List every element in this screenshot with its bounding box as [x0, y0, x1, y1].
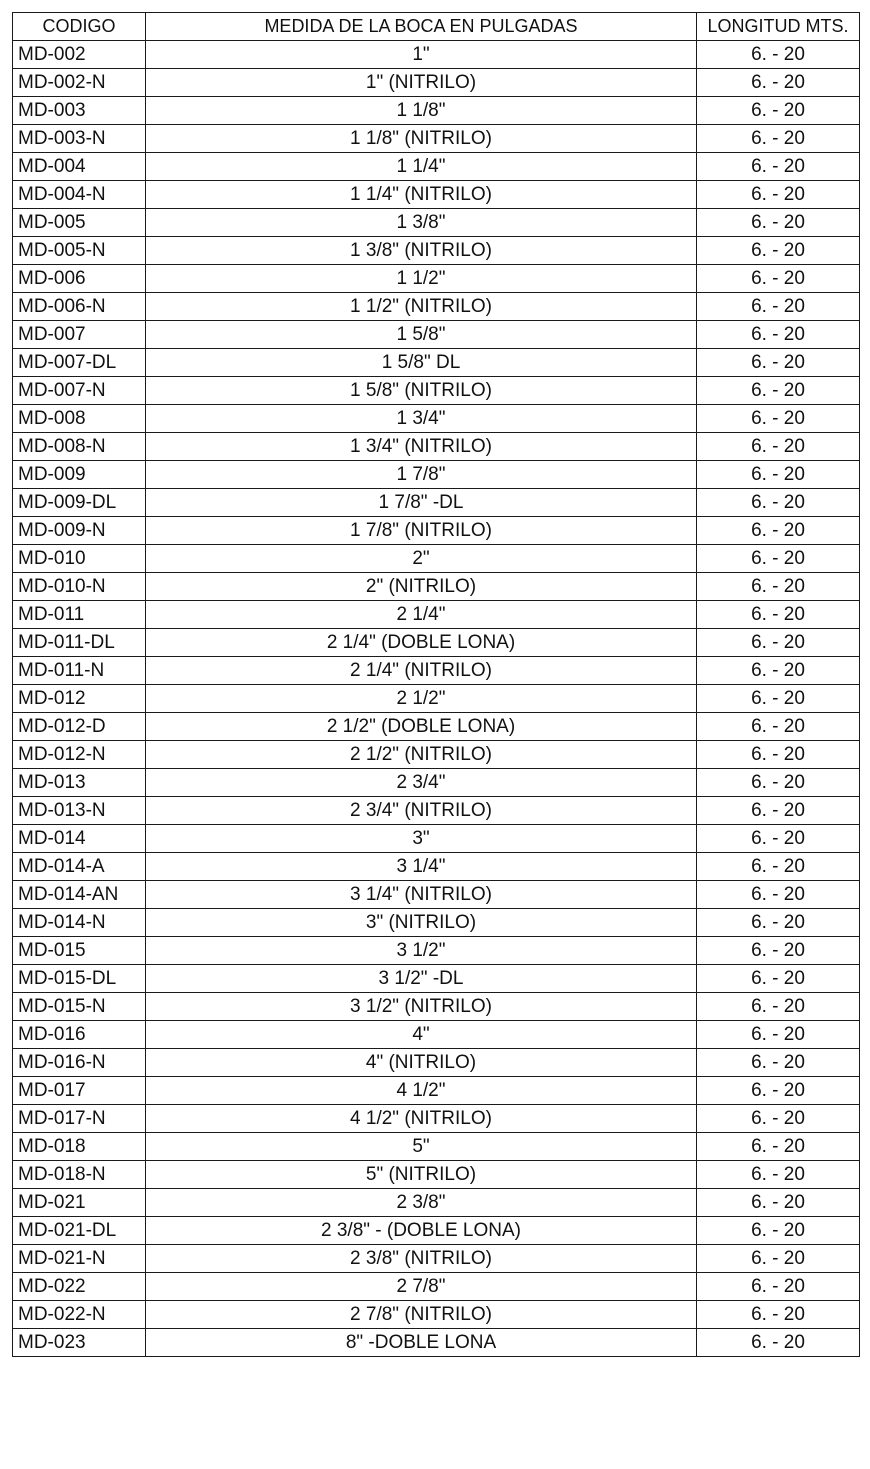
table-row: [13, 993, 860, 1021]
table-row: [13, 405, 860, 433]
cell-medida: 2 7/8": [146, 1273, 697, 1301]
cell-codigo: MD-014-AN: [13, 881, 146, 909]
cell-medida: 1 1/8": [146, 97, 697, 125]
cell-longitud: 6. - 20: [697, 993, 860, 1021]
cell-longitud: 6. - 20: [697, 601, 860, 629]
cell-medida: 2 1/4" (DOBLE LONA): [146, 629, 697, 657]
cell-longitud: 6. - 20: [697, 1105, 860, 1133]
cell-longitud: 6. - 20: [697, 349, 860, 377]
table-row: [13, 461, 860, 489]
cell-medida: 2 1/2" (NITRILO): [146, 741, 697, 769]
cell-longitud: 6. - 20: [697, 433, 860, 461]
cell-longitud: 6. - 20: [697, 517, 860, 545]
cell-codigo: MD-011: [13, 601, 146, 629]
table-row: [13, 629, 860, 657]
cell-codigo: MD-008: [13, 405, 146, 433]
cell-codigo: MD-010-N: [13, 573, 146, 601]
table-row: [13, 517, 860, 545]
table-header: [13, 13, 860, 41]
cell-codigo: MD-009-DL: [13, 489, 146, 517]
cell-medida: 2 7/8" (NITRILO): [146, 1301, 697, 1329]
header-codigo: CODIGO: [13, 13, 146, 41]
table-row: [13, 377, 860, 405]
table-row: [13, 965, 860, 993]
cell-longitud: 6. - 20: [697, 153, 860, 181]
cell-longitud: 6. - 20: [697, 1161, 860, 1189]
cell-longitud: 6. - 20: [697, 713, 860, 741]
cell-longitud: 6. - 20: [697, 209, 860, 237]
cell-codigo: MD-015-N: [13, 993, 146, 1021]
cell-codigo: MD-011-DL: [13, 629, 146, 657]
cell-longitud: 6. - 20: [697, 965, 860, 993]
cell-codigo: MD-018: [13, 1133, 146, 1161]
cell-codigo: MD-009-N: [13, 517, 146, 545]
table-row: [13, 545, 860, 573]
table-row: [13, 825, 860, 853]
table-row: [13, 41, 860, 69]
cell-codigo: MD-005-N: [13, 237, 146, 265]
cell-medida: 1 3/8": [146, 209, 697, 237]
cell-medida: 1 5/8" (NITRILO): [146, 377, 697, 405]
cell-codigo: MD-014-N: [13, 909, 146, 937]
cell-medida: 2": [146, 545, 697, 573]
cell-codigo: MD-022: [13, 1273, 146, 1301]
cell-longitud: 6. - 20: [697, 405, 860, 433]
table-row: [13, 1273, 860, 1301]
cell-codigo: MD-013: [13, 769, 146, 797]
cell-codigo: MD-023: [13, 1329, 146, 1357]
cell-medida: 4" (NITRILO): [146, 1049, 697, 1077]
cell-medida: 3 1/2" -DL: [146, 965, 697, 993]
cell-codigo: MD-007: [13, 321, 146, 349]
cell-medida: 1 3/4": [146, 405, 697, 433]
cell-codigo: MD-018-N: [13, 1161, 146, 1189]
table-row: [13, 433, 860, 461]
table-row: [13, 1133, 860, 1161]
cell-codigo: MD-007-N: [13, 377, 146, 405]
cell-longitud: 6. - 20: [697, 685, 860, 713]
cell-medida: 1 1/2" (NITRILO): [146, 293, 697, 321]
cell-longitud: 6. - 20: [697, 825, 860, 853]
cell-longitud: 6. - 20: [697, 1217, 860, 1245]
cell-medida: 1 7/8": [146, 461, 697, 489]
cell-medida: 4 1/2" (NITRILO): [146, 1105, 697, 1133]
table-row: [13, 657, 860, 685]
cell-longitud: 6. - 20: [697, 321, 860, 349]
cell-longitud: 6. - 20: [697, 1021, 860, 1049]
cell-medida: 1 7/8" (NITRILO): [146, 517, 697, 545]
cell-longitud: 6. - 20: [697, 909, 860, 937]
product-table: [12, 12, 860, 1357]
cell-codigo: MD-012-N: [13, 741, 146, 769]
table-row: [13, 741, 860, 769]
cell-codigo: MD-021-DL: [13, 1217, 146, 1245]
cell-medida: 3" (NITRILO): [146, 909, 697, 937]
cell-medida: 1": [146, 41, 697, 69]
cell-medida: 3 1/4": [146, 853, 697, 881]
cell-longitud: 6. - 20: [697, 881, 860, 909]
cell-longitud: 6. - 20: [697, 69, 860, 97]
cell-codigo: MD-006: [13, 265, 146, 293]
cell-codigo: MD-016: [13, 1021, 146, 1049]
cell-longitud: 6. - 20: [697, 573, 860, 601]
cell-longitud: 6. - 20: [697, 1329, 860, 1357]
table-row: [13, 797, 860, 825]
cell-longitud: 6. - 20: [697, 377, 860, 405]
cell-medida: 1 7/8" -DL: [146, 489, 697, 517]
cell-medida: 1" (NITRILO): [146, 69, 697, 97]
table-row: [13, 909, 860, 937]
cell-medida: 3 1/4" (NITRILO): [146, 881, 697, 909]
cell-longitud: 6. - 20: [697, 41, 860, 69]
table-row: [13, 1021, 860, 1049]
cell-codigo: MD-012-D: [13, 713, 146, 741]
cell-codigo: MD-002: [13, 41, 146, 69]
table-row: [13, 601, 860, 629]
table-row: [13, 881, 860, 909]
cell-medida: 4 1/2": [146, 1077, 697, 1105]
table-row: [13, 69, 860, 97]
cell-codigo: MD-004-N: [13, 181, 146, 209]
table-row: [13, 321, 860, 349]
header-row: [13, 13, 860, 41]
table-row: [13, 1189, 860, 1217]
table-row: [13, 769, 860, 797]
cell-medida: 5" (NITRILO): [146, 1161, 697, 1189]
table-row: [13, 1245, 860, 1273]
cell-medida: 1 1/4": [146, 153, 697, 181]
table-row: [13, 237, 860, 265]
cell-medida: 2 1/4": [146, 601, 697, 629]
cell-longitud: 6. - 20: [697, 461, 860, 489]
cell-codigo: MD-008-N: [13, 433, 146, 461]
cell-medida: 1 5/8" DL: [146, 349, 697, 377]
table-row: [13, 1301, 860, 1329]
cell-codigo: MD-022-N: [13, 1301, 146, 1329]
cell-medida: 1 1/8" (NITRILO): [146, 125, 697, 153]
table-body: [13, 41, 860, 1357]
cell-longitud: 6. - 20: [697, 769, 860, 797]
cell-codigo: MD-007-DL: [13, 349, 146, 377]
cell-codigo: MD-009: [13, 461, 146, 489]
table-row: [13, 97, 860, 125]
cell-codigo: MD-016-N: [13, 1049, 146, 1077]
cell-codigo: MD-013-N: [13, 797, 146, 825]
cell-longitud: 6. - 20: [697, 629, 860, 657]
table-row: [13, 685, 860, 713]
cell-codigo: MD-017-N: [13, 1105, 146, 1133]
cell-longitud: 6. - 20: [697, 1245, 860, 1273]
cell-medida: 5": [146, 1133, 697, 1161]
table-row: [13, 125, 860, 153]
table-row: [13, 1105, 860, 1133]
cell-codigo: MD-010: [13, 545, 146, 573]
cell-longitud: 6. - 20: [697, 181, 860, 209]
cell-medida: 2 3/8": [146, 1189, 697, 1217]
cell-codigo: MD-014-A: [13, 853, 146, 881]
cell-longitud: 6. - 20: [697, 1077, 860, 1105]
cell-medida: 1 5/8": [146, 321, 697, 349]
table-row: [13, 713, 860, 741]
cell-longitud: 6. - 20: [697, 1273, 860, 1301]
table-row: [13, 1329, 860, 1357]
cell-codigo: MD-003-N: [13, 125, 146, 153]
cell-medida: 1 1/4" (NITRILO): [146, 181, 697, 209]
cell-longitud: 6. - 20: [697, 293, 860, 321]
table-row: [13, 293, 860, 321]
cell-codigo: MD-003: [13, 97, 146, 125]
cell-longitud: 6. - 20: [697, 657, 860, 685]
cell-medida: 1 3/4" (NITRILO): [146, 433, 697, 461]
cell-medida: 2 1/2" (DOBLE LONA): [146, 713, 697, 741]
cell-codigo: MD-002-N: [13, 69, 146, 97]
cell-longitud: 6. - 20: [697, 265, 860, 293]
table-row: [13, 181, 860, 209]
table-row: [13, 573, 860, 601]
table-row: [13, 349, 860, 377]
cell-longitud: 6. - 20: [697, 937, 860, 965]
cell-longitud: 6. - 20: [697, 97, 860, 125]
table-row: [13, 209, 860, 237]
table-row: [13, 1161, 860, 1189]
cell-codigo: MD-017: [13, 1077, 146, 1105]
cell-medida: 2 1/2": [146, 685, 697, 713]
table-row: [13, 1049, 860, 1077]
cell-codigo: MD-012: [13, 685, 146, 713]
table-row: [13, 853, 860, 881]
cell-codigo: MD-014: [13, 825, 146, 853]
cell-medida: 1 1/2": [146, 265, 697, 293]
cell-codigo: MD-004: [13, 153, 146, 181]
cell-medida: 2 3/4" (NITRILO): [146, 797, 697, 825]
table-row: [13, 489, 860, 517]
cell-longitud: 6. - 20: [697, 545, 860, 573]
cell-longitud: 6. - 20: [697, 1301, 860, 1329]
cell-longitud: 6. - 20: [697, 125, 860, 153]
cell-longitud: 6. - 20: [697, 853, 860, 881]
cell-longitud: 6. - 20: [697, 1049, 860, 1077]
cell-codigo: MD-015: [13, 937, 146, 965]
cell-medida: 3 1/2" (NITRILO): [146, 993, 697, 1021]
cell-longitud: 6. - 20: [697, 1133, 860, 1161]
table-row: [13, 153, 860, 181]
cell-medida: 4": [146, 1021, 697, 1049]
cell-medida: 8" -DOBLE LONA: [146, 1329, 697, 1357]
cell-medida: 1 3/8" (NITRILO): [146, 237, 697, 265]
cell-longitud: 6. - 20: [697, 741, 860, 769]
cell-codigo: MD-011-N: [13, 657, 146, 685]
cell-medida: 2 1/4" (NITRILO): [146, 657, 697, 685]
header-longitud: LONGITUD MTS.: [697, 13, 860, 41]
cell-medida: 2 3/8" - (DOBLE LONA): [146, 1217, 697, 1245]
cell-longitud: 6. - 20: [697, 237, 860, 265]
cell-codigo: MD-005: [13, 209, 146, 237]
header-medida: MEDIDA DE LA BOCA EN PULGADAS: [146, 13, 697, 41]
cell-codigo: MD-015-DL: [13, 965, 146, 993]
table-row: [13, 1077, 860, 1105]
cell-codigo: MD-021: [13, 1189, 146, 1217]
cell-longitud: 6. - 20: [697, 489, 860, 517]
cell-medida: 2 3/8" (NITRILO): [146, 1245, 697, 1273]
cell-medida: 3": [146, 825, 697, 853]
cell-medida: 2 3/4": [146, 769, 697, 797]
cell-longitud: 6. - 20: [697, 1189, 860, 1217]
table-row: [13, 265, 860, 293]
table-row: [13, 937, 860, 965]
cell-codigo: MD-021-N: [13, 1245, 146, 1273]
cell-codigo: MD-006-N: [13, 293, 146, 321]
cell-longitud: 6. - 20: [697, 797, 860, 825]
cell-medida: 3 1/2": [146, 937, 697, 965]
cell-medida: 2" (NITRILO): [146, 573, 697, 601]
table-row: [13, 1217, 860, 1245]
